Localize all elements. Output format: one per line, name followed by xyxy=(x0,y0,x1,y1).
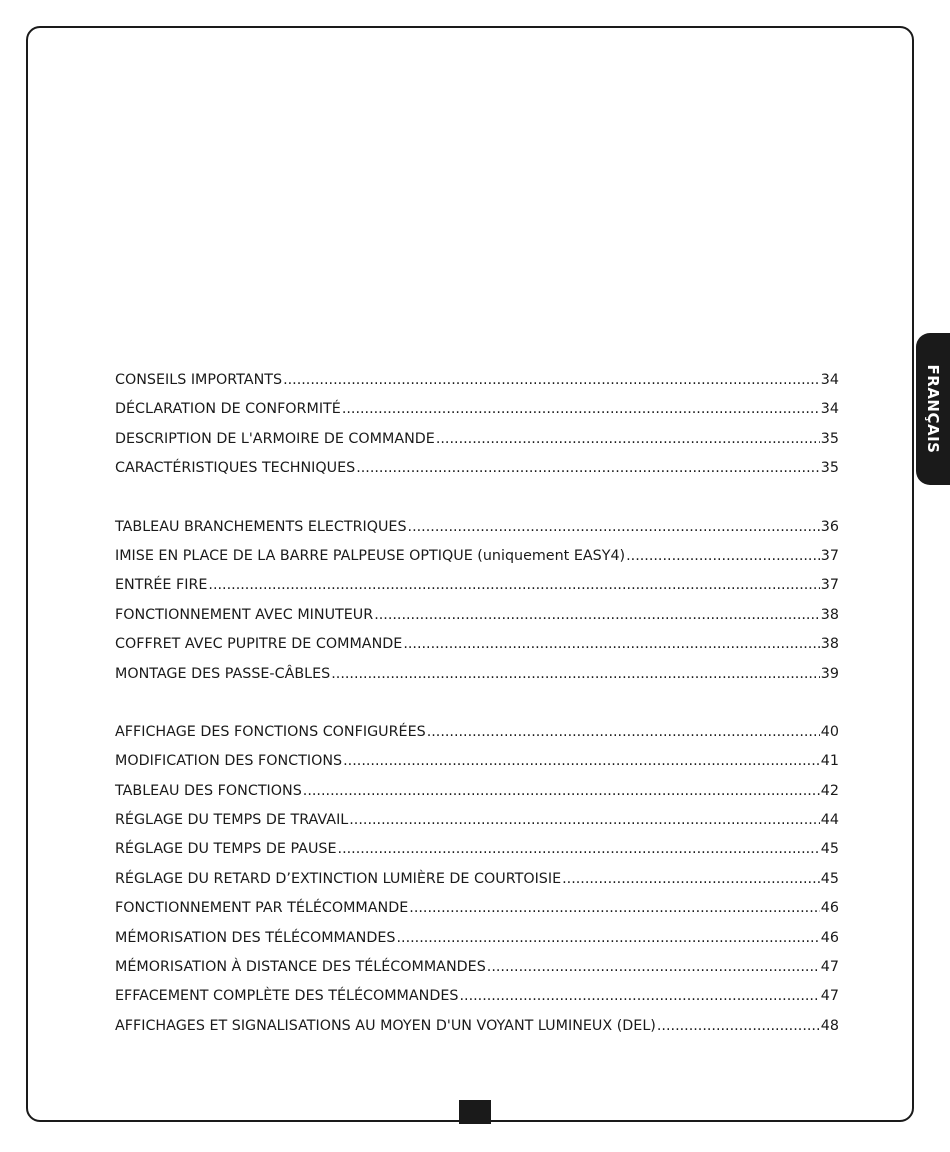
toc-entry-page-number: 46 xyxy=(820,929,839,946)
toc-entry-page-number: 48 xyxy=(820,1017,839,1034)
toc-entry-title: MONTAGE DES PASSE-CÂBLES xyxy=(115,665,331,682)
toc-entry-page-number: 37 xyxy=(820,547,839,564)
toc-entry-title: CONSEILS IMPORTANTS xyxy=(115,372,283,388)
toc-dot-leader xyxy=(427,724,820,740)
toc-entry-page-number: 37 xyxy=(820,577,839,594)
toc-entry-title: TABLEAU BRANCHEMENTS ELECTRIQUES xyxy=(115,518,407,535)
toc-entry-page-number: 35 xyxy=(820,430,839,447)
toc-dot-leader xyxy=(562,871,820,887)
toc-entry-page-number: 36 xyxy=(820,518,839,535)
toc-entry-page-number: 39 xyxy=(820,665,839,682)
toc-entry[interactable] xyxy=(115,841,839,870)
toc-entry[interactable] xyxy=(115,636,839,665)
toc-entry-title: FONCTIONNEMENT PAR TÉLÉCOMMANDE xyxy=(115,900,409,917)
toc-entry-title: DESCRIPTION DE L'ARMOIRE DE COMMANDE xyxy=(115,430,435,447)
toc-entry-title: AFFICHAGE DES FONCTIONS CONFIGURÉES xyxy=(115,723,426,740)
toc-entry-page-number: 34 xyxy=(820,372,839,388)
toc-entry-page-number: 34 xyxy=(820,401,839,418)
toc-entry[interactable] xyxy=(115,988,839,1017)
toc-entry[interactable] xyxy=(115,900,839,929)
toc-entry-title: AFFICHAGES ET SIGNALISATIONS AU MOYEN D'UN VOYANT LUMINEUX (DEL) xyxy=(115,1017,656,1034)
toc-dot-leader xyxy=(403,636,819,652)
toc-entry-title: MÉMORISATION À DISTANCE DES TÉLÉCOMMANDES xyxy=(115,959,486,976)
toc-entry-title: ENTRÉE FIRE xyxy=(115,577,208,594)
toc-entry-page-number: 42 xyxy=(820,782,839,799)
toc-entry-title: DÉCLARATION DE CONFORMITÉ xyxy=(115,401,341,418)
toc-entry[interactable] xyxy=(115,753,839,782)
toc-dot-leader xyxy=(342,401,820,417)
toc-entry-page-number: 47 xyxy=(820,988,839,1005)
toc-entry[interactable] xyxy=(115,519,839,548)
toc-dot-leader xyxy=(459,988,819,1004)
toc-entry-title: IMISE EN PLACE DE LA BARRE PALPEUSE OPTIQUE (uniquement EASY4) xyxy=(115,547,626,564)
toc-entry[interactable] xyxy=(115,548,839,577)
toc-entry-page-number: 47 xyxy=(820,959,839,976)
toc-entry-page-number: 41 xyxy=(820,753,839,770)
toc-entry[interactable] xyxy=(115,783,839,812)
toc-entry[interactable] xyxy=(115,666,839,695)
toc-dot-leader xyxy=(374,607,820,623)
toc-section xyxy=(115,724,839,1047)
toc-dot-leader xyxy=(343,753,820,769)
toc-entry[interactable] xyxy=(115,460,839,489)
toc-entry-title: RÉGLAGE DU RETARD D’EXTINCTION LUMIÈRE DE COURTOISIE xyxy=(115,870,562,887)
toc-entry-title: CARACTÉRISTIQUES TECHNIQUES xyxy=(115,460,356,477)
toc-dot-leader xyxy=(436,431,820,447)
toc-entry[interactable] xyxy=(115,812,839,841)
toc-section xyxy=(115,519,839,695)
toc-dot-leader xyxy=(626,548,820,564)
toc-entry-title: MÉMORISATION DES TÉLÉCOMMANDES xyxy=(115,929,396,946)
table-of-contents xyxy=(115,372,839,1047)
toc-section xyxy=(115,372,839,490)
toc-entry-page-number: 46 xyxy=(820,900,839,917)
toc-entry-page-number: 45 xyxy=(820,841,839,858)
toc-entry[interactable] xyxy=(115,871,839,900)
toc-dot-leader xyxy=(208,577,819,593)
toc-dot-leader xyxy=(331,666,820,682)
toc-entry[interactable] xyxy=(115,724,839,753)
toc-entry[interactable] xyxy=(115,372,839,401)
toc-dot-leader xyxy=(657,1018,820,1034)
toc-entry-title: RÉGLAGE DU TEMPS DE TRAVAIL xyxy=(115,812,349,829)
toc-dot-leader xyxy=(283,372,820,388)
toc-dot-leader xyxy=(356,460,820,476)
toc-entry-title: MODIFICATION DES FONCTIONS xyxy=(115,753,343,770)
toc-dot-leader xyxy=(397,930,820,946)
toc-entry-page-number: 40 xyxy=(820,723,839,740)
toc-entry[interactable] xyxy=(115,401,839,430)
toc-dot-leader xyxy=(338,841,820,857)
toc-entry-title: COFFRET AVEC PUPITRE DE COMMANDE xyxy=(115,636,403,653)
toc-entry[interactable] xyxy=(115,1018,839,1047)
toc-entry-page-number: 38 xyxy=(820,606,839,623)
toc-entry-page-number: 44 xyxy=(820,812,839,829)
toc-entry[interactable] xyxy=(115,930,839,959)
toc-dot-leader xyxy=(409,900,820,916)
toc-dot-leader xyxy=(303,783,820,799)
language-tab-label: FRANÇAIS xyxy=(924,364,942,454)
toc-entry-title: TABLEAU DES FONCTIONS xyxy=(115,782,302,799)
toc-entry-title: RÉGLAGE DU TEMPS DE PAUSE xyxy=(115,841,337,858)
toc-entry-page-number: 38 xyxy=(820,636,839,653)
toc-entry-title: FONCTIONNEMENT AVEC MINUTEUR xyxy=(115,606,374,623)
toc-entry[interactable] xyxy=(115,431,839,460)
toc-entry-page-number: 45 xyxy=(820,870,839,887)
toc-entry[interactable] xyxy=(115,607,839,636)
page-number-marker xyxy=(459,1100,491,1124)
toc-entry-page-number: 35 xyxy=(820,460,839,477)
language-tab xyxy=(916,333,950,485)
toc-entry[interactable] xyxy=(115,577,839,606)
toc-entry-title: EFFACEMENT COMPLÈTE DES TÉLÉCOMMANDES xyxy=(115,988,459,1005)
toc-dot-leader xyxy=(408,519,820,535)
toc-dot-leader xyxy=(349,812,820,828)
toc-entry[interactable] xyxy=(115,959,839,988)
toc-dot-leader xyxy=(487,959,820,975)
